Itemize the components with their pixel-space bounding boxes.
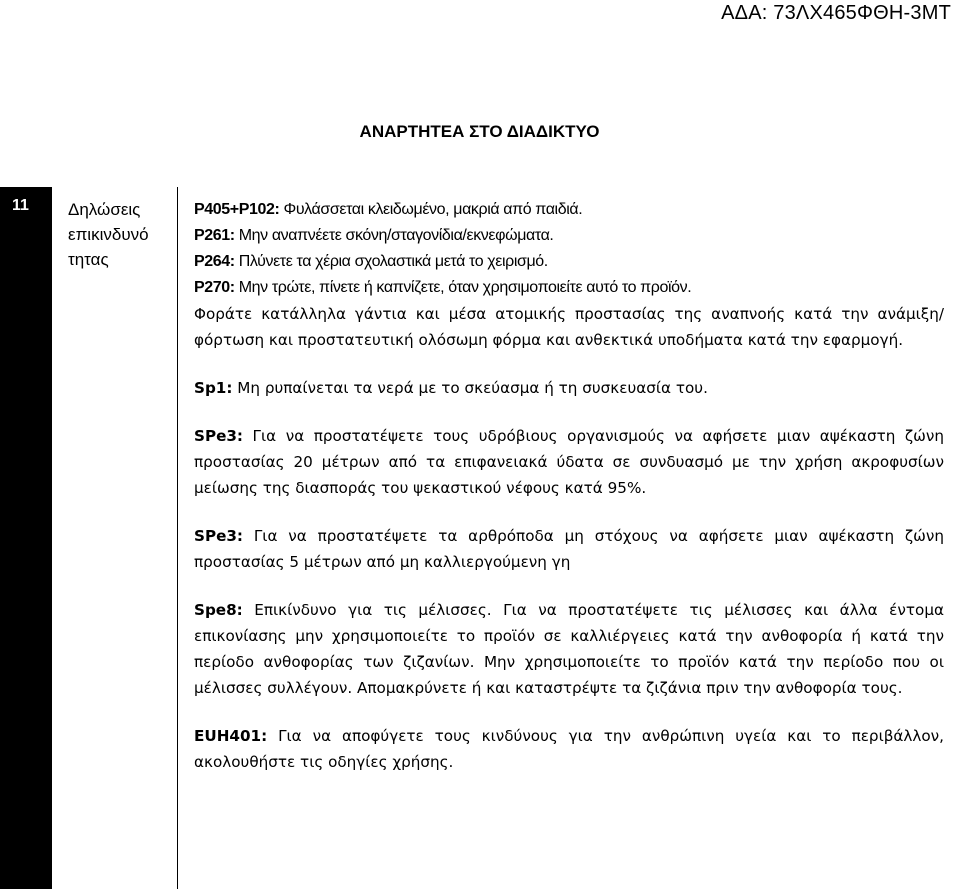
statements-table bbox=[0, 187, 959, 889]
document-id: ΑΔΑ: 73ΛΧ465ΦΘΗ-3ΜΤ bbox=[721, 2, 951, 24]
statement-p264: P264: Πλύνετε τα χέρια σχολαστικά μετά το χειρισμό. bbox=[194, 253, 548, 270]
row-number-cell bbox=[0, 187, 52, 889]
statement-ppe: Φοράτε κατάλληλα γάντια και μέσα ατομικής προστασίας της αναπνοής κατά την ανάμιξη/φόρτωση και προστατευτική ολόσωμη φόρμα και ανθεκτικά υποδήματα κατά την εφαρμογή. bbox=[194, 305, 944, 349]
statement-spe3-arthropods: SPe3: Για να προστατέψετε τα αρθρόποδα μη στόχους να αφήσετε μιαν αψέκαστη ζώνη προστασίας 5 μέτρων από μη καλλιεργούμενη γη bbox=[194, 527, 944, 571]
row-label-cell bbox=[52, 187, 178, 889]
statement-p270: P270: Μην τρώτε, πίνετε ή καπνίζετε, όταν χρησιμοποιείτε αυτό το προϊόν. bbox=[194, 279, 692, 296]
statement-spe8: Spe8: Επικίνδυνο για τις μέλισσες. Για να προστατέψετε τις μέλισσες και άλλα έντομα επικονίασης μην χρησιμοποιείτε το προϊόν σε καλλιέργειες κατά την ανθοφορία ή κατά την περίοδο ανθοφορίας των ζιζανίων. Μην χρησιμοποιείτε το προϊόν κατά την περίοδο που οι μέλισσες συλλέγουν. Απομακρύνετε ή και καταστρέψτε τα ζιζάνια πριν την ανθοφορία τους. bbox=[194, 601, 944, 697]
statement-spe3-aquatic: SPe3: Για να προστατέψετε τους υδρόβιους οργανισμούς να αφήσετε μιαν αψέκαστη ζώνη προστασίας 20 μέτρων από τα επιφανειακά ύδατα σε συνδυασμό με την χρήση ακροφυσίων μείωσης της διασποράς του ψεκαστικού νέφους κατά 95%. bbox=[194, 427, 944, 497]
statement-p261: P261: Μην αναπνέετε σκόνη/σταγονίδια/εκνεφώματα. bbox=[194, 227, 554, 244]
row-number: 11 bbox=[12, 197, 29, 214]
statement-sp1: Sp1: Μη ρυπαίνεται τα νερά με το σκεύασμα ή τη συσκευασία του. bbox=[194, 379, 708, 397]
statements-content bbox=[194, 197, 944, 775]
statement-p405: P405+P102: Φυλάσσεται κλειδωμένο, μακριά από παιδιά. bbox=[194, 201, 583, 218]
page-heading: ΑΝΑΡΤΗΤΕΑ ΣΤΟ ΔΙΑΔΙΚΤΥΟ bbox=[359, 122, 600, 141]
statement-euh401: EUH401: Για να αποφύγετε τους κινδύνους για την ανθρώπινη υγεία και το περιβάλλον, ακολουθήστε τις οδηγίες χρήσης. bbox=[194, 727, 944, 771]
row-content-cell bbox=[178, 187, 959, 889]
row-label: Δηλώσεις επικινδυνό τητας bbox=[68, 200, 149, 269]
